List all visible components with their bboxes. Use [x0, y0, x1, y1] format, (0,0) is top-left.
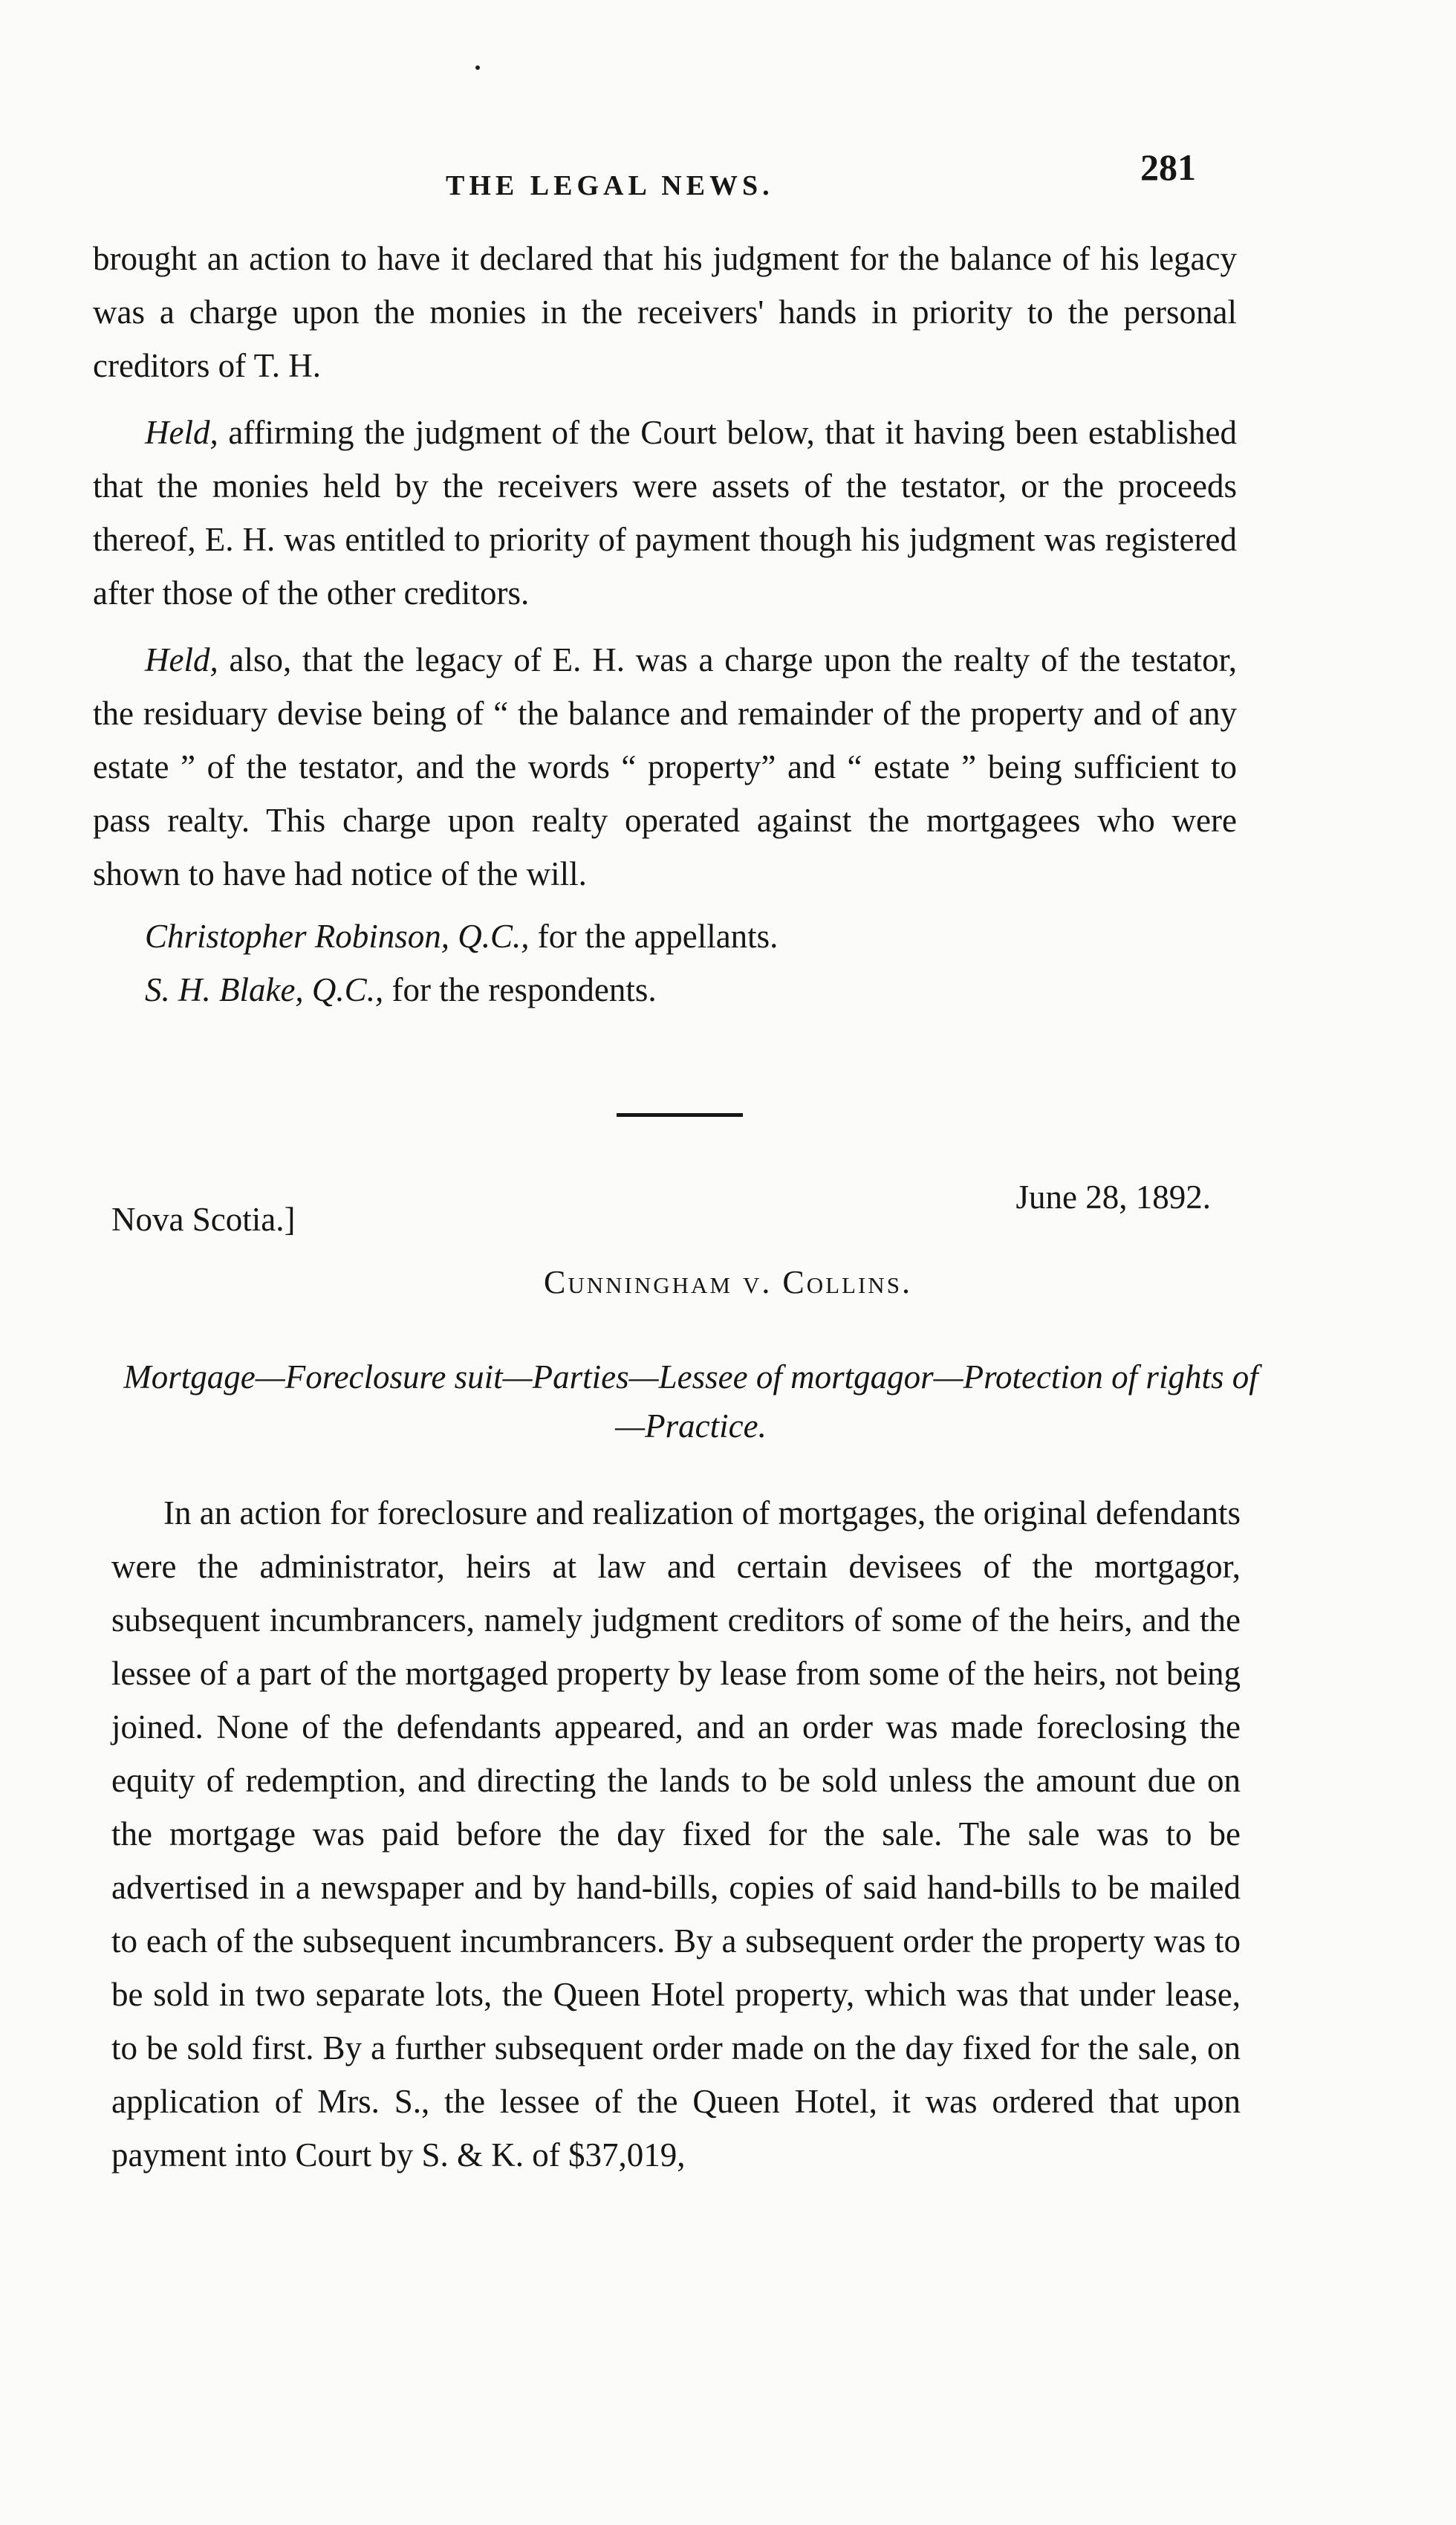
held-paragraph-2 [93, 633, 1237, 901]
journal-title: THE LEGAL NEWS. [446, 170, 774, 201]
case-body: In an action for foreclosure and realization of mortgages, the original defendants were the administrator, heirs at law and certain devisees of the mortgagor, subsequent incumbrancers, namely judgment creditors of some of the heirs, and the lessee of a part of the mortgaged property by lease from some of the heirs, not being joined. None of the defendants appeared, and an order was made foreclosing the equity of redemption, and directing the lands to be sold unless the amount due on the mortgage was paid before the day fixed for the sale. The sale was to be advertised in a newspaper and by hand-bills, copies of said hand-bills to be mailed to each of the subsequent incumbrancers. By a subsequent order the property was to be sold in two separate lots, the Queen Hotel property, which was that under lease, to be sold first. By a further subsequent order made on the day fixed for the sale, on application of Mrs. S., the lessee of the Queen Hotel, it was ordered that upon payment into Court by S. & K. of $37,019, [111, 1494, 1241, 2174]
held-text: affirming the judgment of the Court below, that it having been established that the monies held by the receivers were assets of the testator, or the proceeds thereof, E. H. was entitled to priority of payment though his judgment was registered after those of the other creditors. [93, 414, 1237, 612]
counsel-line [93, 963, 1237, 1017]
held-label: Held, [145, 641, 218, 678]
held-paragraph-1 [93, 406, 1237, 620]
case1-text [93, 232, 1237, 1017]
case-title: Cunningham v. Collins. [544, 1264, 912, 1300]
running-head [0, 146, 1456, 205]
case2-text [111, 1486, 1241, 2182]
held-label: Held, [145, 414, 218, 451]
case-dateline [111, 1178, 1211, 1237]
counsel-name: S. H. Blake, Q.C., [145, 971, 384, 1008]
decision-date: June 28, 1892. [1015, 1179, 1211, 1216]
counsel-role: for the appellants. [529, 918, 779, 955]
print-speck [475, 65, 480, 70]
counsel-line [93, 910, 1237, 963]
opening-paragraph: brought an action to have it declared that his judgment for the balance of his legacy was a charge upon the monies in the receivers' hands in priority to the personal creditors of T. H. [93, 240, 1237, 384]
page-number: 281 [1140, 146, 1196, 188]
counsel-role: for the respondents. [383, 971, 657, 1008]
headnote: Mortgage—Foreclosure suit—Parties—Lessee of mortgagor—Protection of rights of—Practice. [123, 1358, 1258, 1445]
held-text: also, that the legacy of E. H. was a charge upon the realty of the testator, the residuary devise being of “ the balance and remainder of the property and of any estate ” of the testator, and the words “ property” and “ estate ” being sufficient to pass realty. This charge upon realty operated against the mortgagees who were shown to have had notice of the will. [93, 641, 1237, 892]
province: Nova Scotia.] [111, 1201, 296, 1238]
section-divider [617, 1113, 743, 1117]
counsel-name: Christopher Robinson, Q.C., [145, 918, 530, 955]
